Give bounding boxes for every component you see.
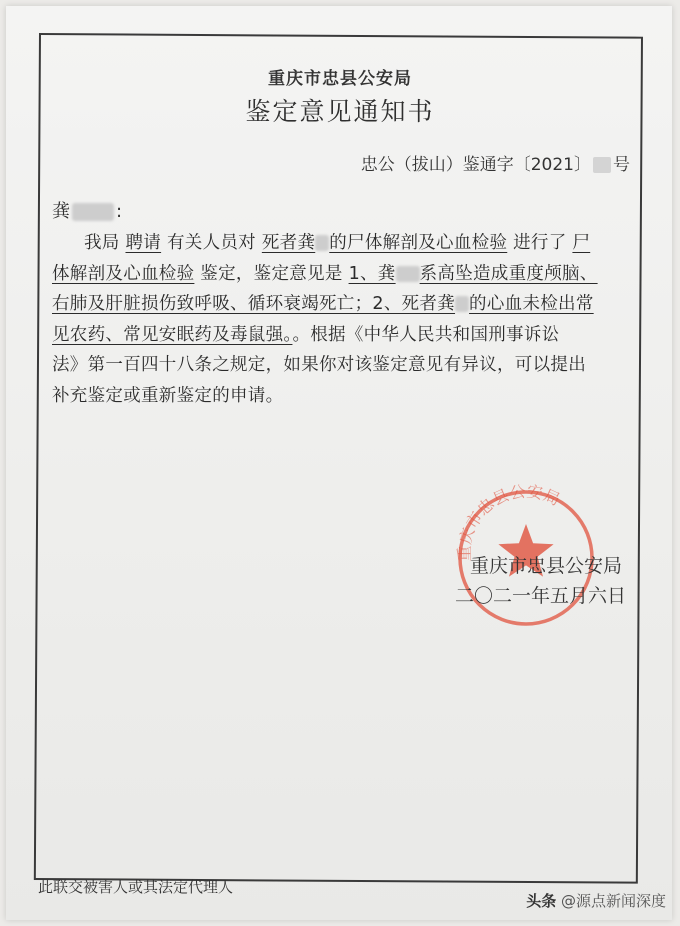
issuing-org-header: 重庆市忠县公安局 [268,69,412,89]
body-line-5: 法》第一百四十八条之规定，如果你对该鉴定意见有异议，可以提出 [52,355,586,375]
signing-org: 重庆市忠县公安局 [470,555,623,577]
source-watermark [526,890,666,911]
deceased-surname: 死者龚 [261,233,316,253]
body-text-underlined [349,264,598,284]
seal-arc-text: 重庆市忠县公安局 [454,481,564,562]
body-line-1 [52,228,632,259]
redaction-blur [593,157,611,173]
body-text: 我局 [84,233,120,253]
watermark-brand: 头条 [526,892,557,910]
document-number-prefix: 忠公（拔山）鉴通字〔2021〕 [360,155,591,175]
body-line-4 [52,320,632,351]
body-text-underlined: 尸 [572,233,591,253]
footer-note: 此联交被害人或其法定代理人 [38,878,234,896]
body-text-underlined: 聘请 [125,233,162,253]
redaction-blur [315,235,329,251]
document-number [361,150,630,175]
notice-body [52,228,632,411]
document-title: 鉴定意见通知书 [245,97,435,126]
recipient-surname: 龚 [52,201,70,222]
body-line-2 [52,259,632,290]
body-text: 的心血未检出常 [469,294,594,314]
watermark-handle: @源点新闻深度 [560,892,666,910]
body-text-underlined: 体解剖及心血检验 [52,263,195,284]
document-paper [6,6,672,920]
body-text-underlined: 见农药、常见安眠药及毒鼠强。 [52,324,293,345]
body-line-3 [52,289,632,320]
redaction-blur [396,266,420,282]
body-text: 的尸体解剖及心血检验 [329,233,508,253]
document-number-suffix: 号 [613,155,630,175]
body-line-6: 补充鉴定或重新鉴定的申请。 [52,385,284,406]
body-text-underlined [262,233,507,253]
body-text: 1、龚 [348,263,396,284]
body-text: 进行了 [513,233,567,253]
body-text: 。根据《中华人民共和国刑事诉讼 [292,324,560,345]
body-text: 右肺及肝脏损伤致呼吸、循环衰竭死亡；2、死者龚 [52,294,456,314]
body-text: 鉴定，鉴定意见是 [200,263,343,284]
redaction-blur [455,296,469,312]
signing-date: 二〇二一年五月六日 [455,585,627,607]
redaction-blur [72,203,114,221]
body-text: 有关人员对 [166,233,256,253]
salutation [52,197,122,223]
body-text: 系高坠造成重度颅脑、 [419,263,598,284]
salutation-colon: : [116,201,123,222]
